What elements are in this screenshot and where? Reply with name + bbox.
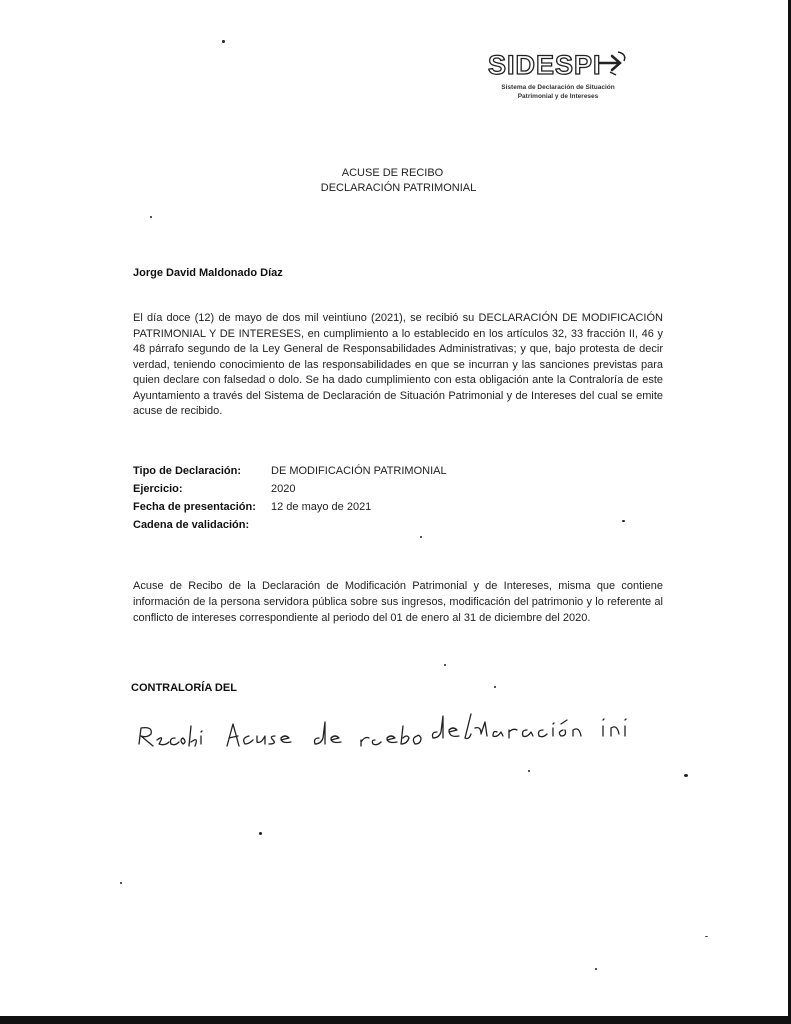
field-row-cadena — [133, 516, 447, 534]
logo-brand: SIDESPI — [488, 50, 602, 80]
scan-speck — [420, 536, 422, 538]
arrow-icon — [596, 48, 630, 78]
document-title-line2: DECLARACIÓN PATRIMONIAL — [320, 182, 477, 194]
recipient-name: Jorge David Maldonado Díaz — [133, 267, 283, 279]
field-row-fecha — [133, 498, 447, 516]
scan-speck — [684, 774, 688, 777]
scan-speck — [595, 968, 597, 970]
logo-subtitle-line2: Patrimonial y de Intereses — [517, 93, 599, 100]
sidespi-logo — [488, 46, 648, 106]
scan-bottom-edge — [0, 1016, 791, 1024]
field-label: Fecha de presentación: — [133, 501, 256, 513]
field-row-tipo — [133, 462, 447, 480]
scan-speck — [622, 520, 625, 522]
field-row-ejercicio — [133, 480, 447, 498]
scan-speck — [120, 882, 122, 884]
field-label: Tipo de Declaración: — [133, 465, 241, 477]
scan-speck — [150, 216, 152, 218]
summary-paragraph: Acuse de Recibo de la Declaración de Modificación Patrimonial y de Intereses, misma que contiene información de la persona servidora pública sobre sus ingresos, modificación del patrimonio y lo referente al conflicto de intereses correspondiente al periodo del 01 de enero al 31 de diciembre del 2020. — [133, 580, 663, 624]
scan-speck — [259, 832, 262, 835]
logo-subtitle-line1: Sistema de Declaración de Situación — [501, 84, 615, 91]
scan-speck — [494, 686, 496, 688]
handwritten-note — [135, 700, 635, 760]
scan-speck — [705, 936, 708, 937]
declaration-fields — [133, 462, 447, 534]
field-value: 2020 — [271, 483, 296, 495]
field-value: 12 de mayo de 2021 — [271, 501, 372, 513]
field-value: DE MODIFICACIÓN PATRIMONIAL — [271, 465, 447, 477]
scan-speck — [528, 770, 530, 772]
field-label: Cadena de validación: — [133, 519, 250, 531]
contraloria-heading: CONTRALORÍA DEL — [131, 682, 237, 694]
scan-speck — [222, 40, 225, 43]
body-paragraph: El día doce (12) de mayo de dos mil veintiuno (2021), se recibió su DECLARACIÓN DE MODIFICACIÓN PATRIMONIAL Y DE INTERESES, en cumplimiento a lo establecido en los artículos 32, 33 fracción II, 46 y 48 párrafo segundo de la Ley General de Responsabilidades Administrativas; y que, bajo protesta de decir verdad, teniendo conocimiento de las responsabilidades en que se incurran y las sanciones previstas para quien declare con falsedad o dolo. Se ha dado cumplimiento con esta obligación ante la Contraloría de este Ayuntamiento a través del Sistema de Declaración de Situación Patrimonial y de Intereses del cual se emite acuse de recibido. — [133, 312, 663, 417]
field-label: Ejercicio: — [133, 483, 183, 495]
document-title-line1: ACUSE DE RECIBO — [341, 167, 444, 179]
scan-speck — [444, 664, 446, 666]
